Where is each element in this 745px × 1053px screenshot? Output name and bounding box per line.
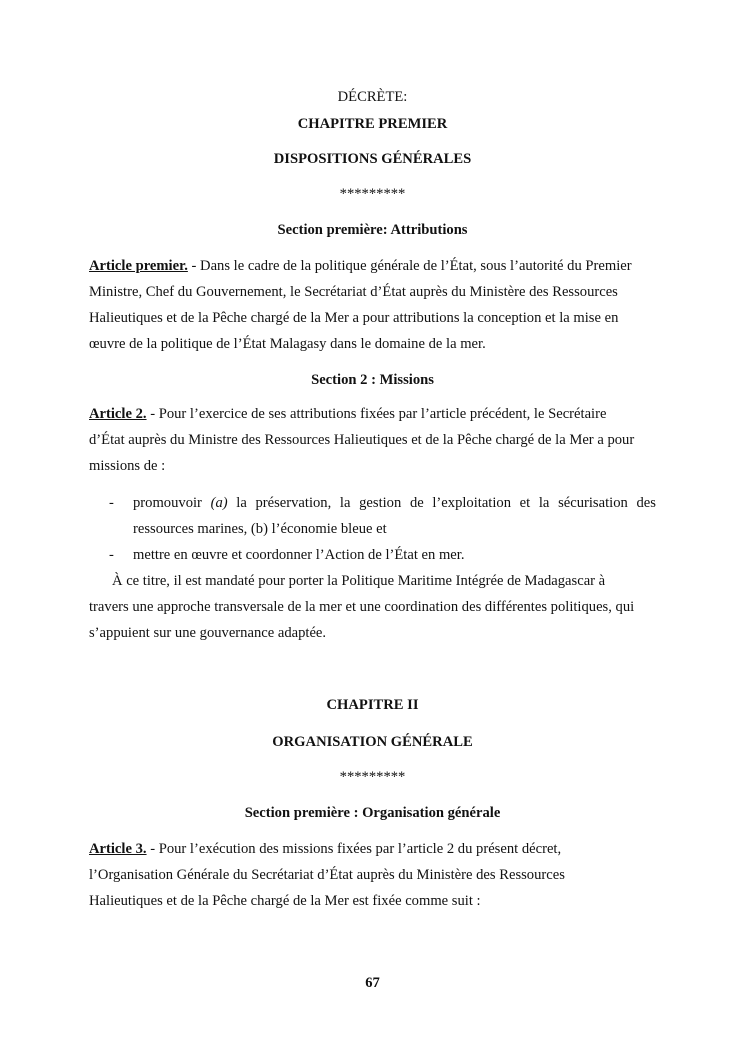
- bullet1-word: l’exploitation: [432, 495, 512, 511]
- bullet1-word: gestion: [359, 495, 402, 511]
- article2-line2: d’État auprès du Ministre des Ressources Halieutiques et de la Pêche chargé de la Mer a pour: [89, 432, 635, 448]
- article2-line3: missions de :: [89, 458, 166, 474]
- bullet1-marker: -: [109, 495, 114, 511]
- bullet1-word: sécurisation: [558, 495, 628, 511]
- bullet1-word: des: [636, 495, 656, 511]
- mandate-line1: À ce titre, il est mandaté pour porter la Politique Maritime Intégrée de Madagascar à: [112, 573, 606, 589]
- chapter1-separator: *********: [339, 186, 406, 202]
- article2-label: Article 2.: [89, 406, 147, 422]
- chapter2-subtitle: ORGANISATION GÉNÉRALE: [272, 734, 473, 750]
- article1-line3: Halieutiques et de la Pêche chargé de la Mer a pour attributions la conception et la mise en: [89, 310, 619, 326]
- article3-line3: Halieutiques et de la Pêche chargé de la Mer est fixée comme suit :: [89, 893, 481, 909]
- section-attributions: Section première: Attributions: [277, 222, 468, 238]
- decree-heading: DÉCRÈTE:: [337, 89, 408, 105]
- bullet1-word: la: [339, 495, 351, 511]
- article1-text1: - Dans le cadre de la politique générale de l’État, sous l’autorité du Premier: [187, 258, 632, 274]
- chapter2-separator: *********: [339, 769, 406, 785]
- article3-label: Article 3.: [89, 841, 147, 857]
- section-organisation: Section première : Organisation générale: [244, 805, 501, 821]
- bullet1-word: (a): [210, 495, 228, 511]
- bullet1-word: la: [538, 495, 550, 511]
- mandate-line2: travers une approche transversale de la mer et une coordination des différentes politiques, qui: [89, 599, 635, 615]
- bullet1-word: promouvoir: [133, 495, 202, 511]
- article1-line1: [89, 258, 632, 275]
- section-missions: Section 2 : Missions: [311, 372, 434, 388]
- bullet1-word: et: [519, 495, 531, 511]
- article1-line4: œuvre de la politique de l’État Malagasy dans le domaine de la mer.: [89, 336, 486, 352]
- article2-line1: [89, 406, 606, 423]
- bullet2-text: mettre en œuvre et coordonner l’Action de l’État en mer.: [133, 547, 465, 563]
- bullet1-word: la: [236, 495, 247, 511]
- article1-label: Article premier.: [89, 258, 188, 274]
- bullet1-word: de: [409, 495, 424, 511]
- bullet1-word: préservation,: [255, 495, 332, 511]
- mandate-line3: s’appuient sur une gouvernance adaptée.: [89, 625, 327, 641]
- article2-text1: - Pour l’exercice de ses attributions fixées par l’article précédent, le Secrétaire: [146, 406, 607, 422]
- page-number: 67: [365, 975, 380, 991]
- article3-line2: l’Organisation Générale du Secrétariat d’État auprès du Ministère des Ressources: [89, 867, 565, 883]
- chapter1-subtitle: DISPOSITIONS GÉNÉRALES: [273, 151, 472, 167]
- bullet1-line2: ressources marines, (b) l’économie bleue et: [133, 521, 387, 537]
- bullet1-line1: [133, 495, 656, 512]
- chapter1-title: CHAPITRE PREMIER: [297, 116, 448, 132]
- chapter2-title: CHAPITRE II: [326, 697, 419, 713]
- article3-text1: - Pour l’exécution des missions fixées par l’article 2 du présent décret,: [146, 841, 562, 857]
- article1-line2: Ministre, Chef du Gouvernement, le Secrétariat d’État auprès du Ministère des Ressources: [89, 284, 618, 300]
- article3-line1: [89, 841, 561, 858]
- bullet2-marker: -: [109, 547, 114, 563]
